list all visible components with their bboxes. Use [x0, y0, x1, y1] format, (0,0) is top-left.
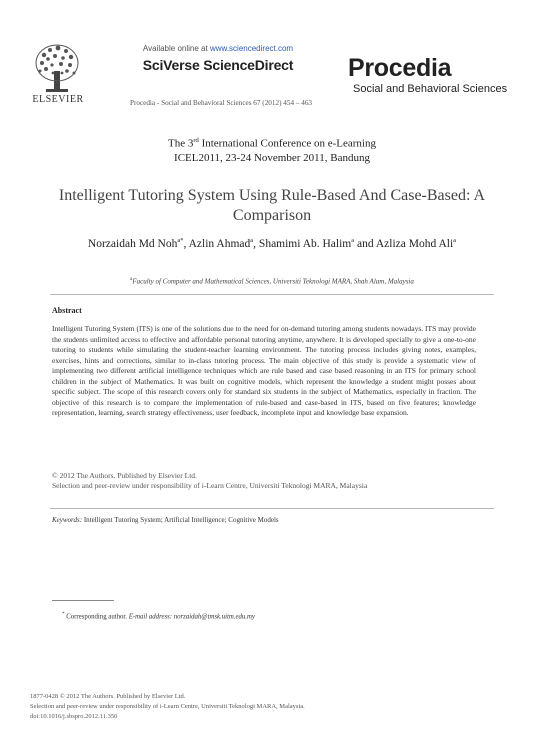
conference-line-2: ICEL2011, 23-24 November 2011, Bandung	[174, 152, 370, 164]
procedia-logo: Procedia	[348, 54, 452, 82]
elsevier-tree-icon	[34, 43, 80, 93]
divider-top	[50, 294, 494, 295]
footnote-rule	[52, 600, 114, 601]
conference-line-1	[40, 137, 504, 150]
author-separator: ,	[253, 237, 259, 250]
abstract-heading: Abstract	[52, 306, 82, 315]
author-separator: ,	[183, 237, 189, 250]
elsevier-logo	[30, 43, 84, 105]
footnote	[62, 612, 482, 620]
author-sup: a*	[177, 237, 184, 244]
journal-reference: Procedia - Social and Behavioral Sciences 67 (2012) 454 – 463	[129, 99, 313, 107]
corresponding-email[interactable]: E-mail address: norzaidah@tmsk.uitm.edu.my	[128, 613, 255, 621]
peer-review-line: Selection and peer-review under responsibility of i-Learn Centre, Universiti Teknologi MARA, Malaysia	[52, 481, 368, 490]
elsevier-wordmark: ELSEVIER	[32, 94, 84, 105]
author-separator: and	[354, 237, 376, 250]
divider-keywords	[50, 508, 494, 509]
doi-line[interactable]: doi:10.1016/j.sbspro.2012.11.350	[30, 713, 118, 720]
author-name: Norzaidah Md Noh	[87, 237, 178, 250]
keywords	[52, 516, 482, 524]
affiliation-sup: a	[130, 277, 133, 282]
issn-line: 1877-0428 © 2012 The Authors. Published by Elsevier Ltd.	[30, 693, 186, 700]
footnote-sup: *	[62, 612, 65, 617]
footnote-label: Corresponding author.	[64, 613, 129, 621]
author-name: Shamimi Ab. Halim	[258, 237, 352, 250]
author-sup: a	[351, 237, 355, 244]
keywords-text: Intelligent Tutoring System; Artificial Intelligence; Cognitive Models	[82, 516, 279, 524]
affiliation	[40, 277, 504, 285]
available-prefix: Available online at	[142, 44, 208, 53]
author-name: Azlin Ahmad	[188, 237, 251, 250]
copyright-block	[52, 471, 482, 491]
abstract-body: Intelligent Tutoring System (ITS) is one of the solutions due to the need for on-demand tutoring among students nowadays. ITS may provide the students unlimited access to effective and affordable personal tutoring anytime, anywhere. It is developed specially to give a one-to-one tutoring to students while simulating the student-teacher learning environment. The tutoring process includes giving notes, examples, exercises, hints and corrections, similar to in-class tutoring process. The main objective of this study is provide a systematic view of implementing two different artificial intelligence techniques which are rule based and case based reasoning in an ITS for primary school children in the subject of Mathematics. It was built on cognitive models, which represent the knowledge a student might posses about specific subject. The scope of this research covers only for standard six students in the subject of Mathematics, especially in fraction. The objective of this research is to compare the implementation of rule-based and case-based in ITS, based on five features; knowledge representation, learning, search strategy effectiveness, user feedback, incomplete input and knowledge base expansion.	[52, 324, 476, 418]
peer-review-footer: Selection and peer-review under responsibility of i-Learn Centre, Universiti Teknologi MARA, Malaysia.	[30, 703, 305, 710]
conference-ordinal: The 3	[168, 137, 194, 150]
procedia-subtitle: Social and Behavioral Sciences	[353, 83, 508, 95]
copyright-line: © 2012 The Authors. Published by Elsevier Ltd.	[52, 471, 197, 480]
author-sup: a	[453, 237, 457, 244]
sciencedirect-link[interactable]: www.sciencedirect.com	[209, 44, 294, 53]
paper-title: Intelligent Tutoring System Using Rule-Based And Case-Based: A Comparison	[58, 187, 486, 224]
conference-name: International Conference on e-Learning	[198, 137, 376, 150]
author-list	[30, 237, 514, 250]
keywords-label: Keywords:	[52, 516, 83, 524]
available-online	[120, 44, 316, 53]
sciverse-logo: SciVerse ScienceDirect	[142, 57, 294, 73]
bottom-publication-info	[30, 692, 470, 722]
author-name: Azliza Mohd Ali	[375, 237, 454, 250]
conference-ordinal-sup: rd	[193, 137, 199, 144]
affiliation-text: Faculty of Computer and Mathematical Sciences, Universiti Teknologi MARA, Shah Alam, Malaysia	[132, 277, 414, 286]
author-sup: a	[250, 237, 254, 244]
